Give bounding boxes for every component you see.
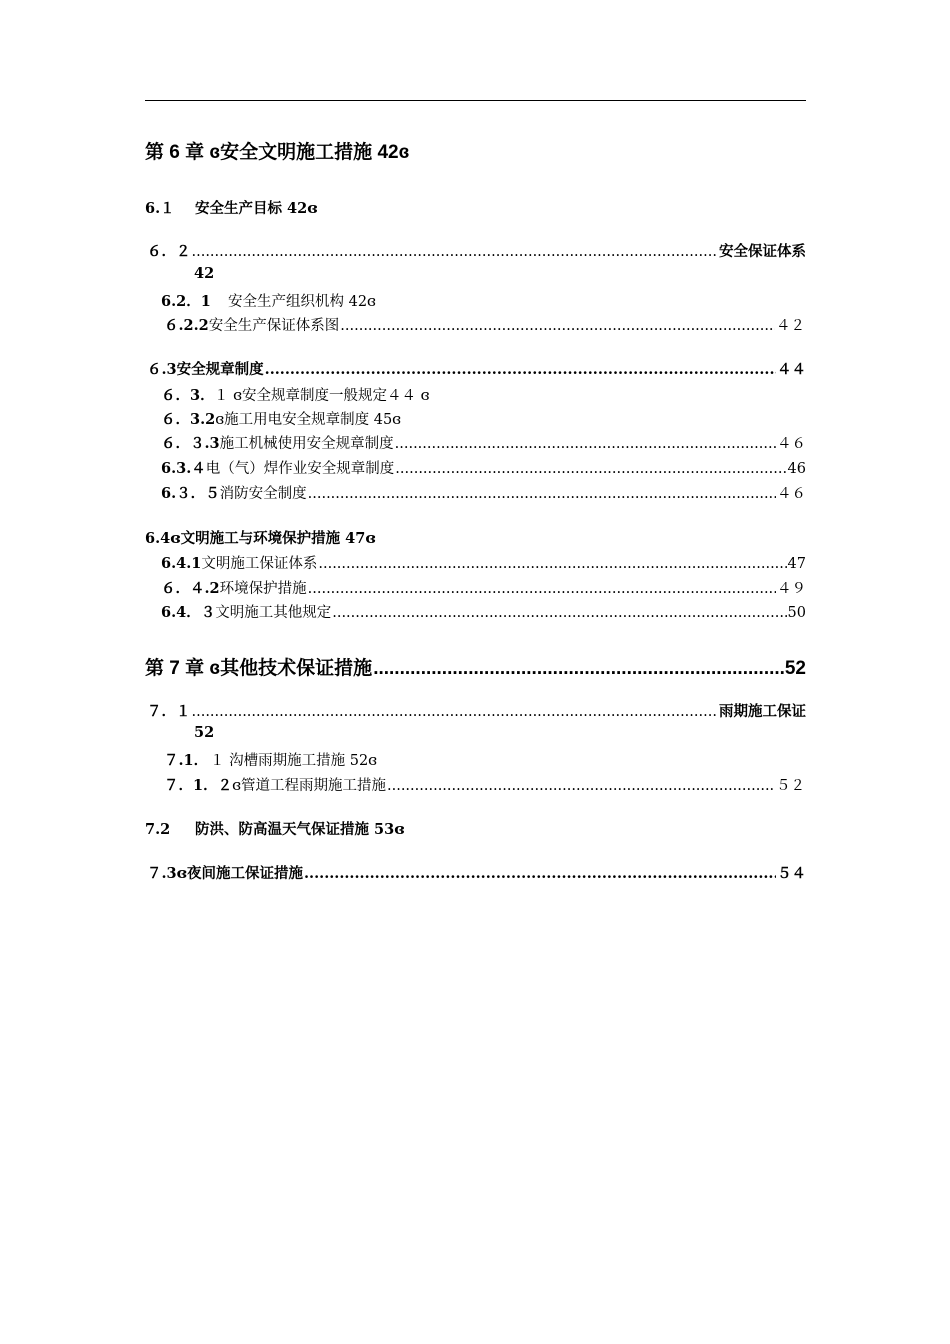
toc-entry-number: 6.３．５ (161, 485, 220, 502)
toc-entry-6-3[interactable] (147, 358, 806, 379)
toc-entry-title: ɞ施工用电安全规章制度 45ɞ (215, 412, 402, 428)
toc-entry-7-1[interactable] (147, 700, 806, 721)
toc-leader-dots (395, 436, 776, 452)
toc-entry-page: ５２ (776, 778, 805, 794)
toc-entry-number: ６．２ (147, 243, 191, 260)
toc-entry-6-3-5[interactable] (161, 482, 806, 503)
toc-entry-6-4-3[interactable] (161, 601, 806, 622)
toc-entry-6-3-3[interactable] (161, 432, 806, 453)
toc-entry-title: 安全规章制度 (176, 361, 264, 378)
toc-entry-title: ɞ文明施工与环境保护措施 47ɞ (170, 530, 376, 547)
toc-entry-title: ɞ夜间施工保证措施 (176, 865, 303, 882)
toc-entry-page: ４９ (777, 581, 806, 597)
toc-entry-6-3-4[interactable] (161, 457, 806, 478)
toc-entry-number: 6.１ (145, 200, 175, 217)
toc-entry-page: ４４ (777, 361, 806, 378)
toc-entry-6-3-1[interactable] (161, 384, 430, 405)
toc-entry-page: 52 (784, 658, 806, 679)
toc-entry-title: 安全生产目标 42ɞ (195, 200, 318, 217)
toc-entry-title: 文明施工其他规定 (215, 605, 332, 621)
toc-entry-title: 安全生产组织机构 42ɞ (228, 294, 376, 310)
toc-leader-dots (373, 658, 784, 680)
toc-entry-number: ７.3 (147, 865, 177, 882)
toc-entry-title: 环境保护措施 (219, 581, 307, 597)
toc-entry-number: 7.2 (145, 821, 171, 838)
toc-entry-title: 安全保证体系 (719, 243, 806, 260)
toc-leader-dots (318, 556, 786, 572)
header-rule (145, 100, 806, 101)
toc-entry-title: １ 沟槽雨期施工措施 52ɞ (210, 753, 378, 769)
toc-entry-6-4-1[interactable] (161, 552, 806, 573)
toc-leader-dots (304, 865, 776, 882)
toc-chapter-6-text: 第 6 章 ɞ安全文明施工措施 42ɞ (145, 142, 410, 163)
toc-entry-title: １ ɞ安全规章制度一般规定４４ ɞ (214, 388, 430, 404)
toc-leader-dots (332, 605, 786, 621)
toc-entry-6-4-2[interactable] (161, 577, 806, 598)
toc-entry-page: 47 (787, 556, 806, 572)
toc-entry-6-2-2[interactable] (164, 314, 805, 335)
toc-chapter-6[interactable] (145, 137, 409, 164)
toc-leader-dots (192, 704, 719, 720)
toc-entry-7-1-2[interactable] (164, 774, 805, 795)
toc-leader-dots (340, 318, 775, 334)
toc-entry-number: ６.3 (147, 361, 177, 378)
toc-entry-page: ４６ (777, 486, 806, 502)
toc-chapter-7[interactable] (145, 653, 806, 680)
toc-entry-number: 6.2．1 (161, 293, 211, 310)
toc-leader-dots (308, 486, 776, 502)
toc-entry-7-1-1[interactable] (164, 749, 377, 770)
toc-entry-6-2-1[interactable] (161, 290, 376, 311)
toc-entry-title: 文明施工保证体系 (201, 556, 318, 572)
toc-entry-title: 施工机械使用安全规章制度 (219, 436, 394, 452)
toc-entry-6-4[interactable] (145, 527, 376, 548)
toc-entry-title: 防洪、防高温天气保证措施 53ɞ (195, 821, 405, 838)
toc-entry-7-3[interactable] (147, 862, 806, 883)
toc-leader-dots (265, 361, 776, 378)
toc-entry-page: 50 (787, 605, 806, 621)
toc-entry-page: ５４ (777, 865, 806, 882)
toc-entry-number: ７．１ (147, 703, 191, 720)
toc-entry-title: ɞ管道工程雨期施工措施 (232, 778, 386, 794)
toc-entry-number: ６．3.2 (161, 411, 216, 428)
toc-entry-page: ４６ (777, 436, 806, 452)
toc-entry-7-1-page: 52 (194, 724, 215, 741)
toc-entry-number: 6.3.４ (161, 460, 206, 477)
toc-entry-number: ６．3． (161, 387, 215, 404)
toc-entry-6-2-page: 42 (194, 265, 215, 282)
toc-entry-page: 46 (787, 461, 806, 477)
toc-entry-title: 消防安全制度 (219, 486, 307, 502)
toc-entry-number: 6.4 (145, 530, 171, 547)
toc-entry-title: 电（气）焊作业安全规章制度 (205, 461, 395, 477)
toc-entry-6-3-2[interactable] (161, 408, 401, 429)
toc-leader-dots (308, 581, 776, 597)
toc-entry-title: 雨期施工保证 (719, 703, 806, 720)
toc-entry-6-2[interactable] (147, 240, 806, 261)
toc-entry-number: ６.2.2 (164, 317, 209, 334)
toc-entry-7-2[interactable] (145, 818, 405, 839)
toc-entry-number: ６．３.3 (161, 435, 220, 452)
toc-entry-number: 6.4．３ (161, 604, 216, 621)
toc-entry-number: ６．４.2 (161, 580, 220, 597)
toc-leader-dots (395, 461, 786, 477)
toc-leader-dots (192, 244, 719, 260)
toc-entry-page: ４２ (776, 318, 805, 334)
toc-entry-6-1[interactable] (145, 197, 318, 218)
toc-entry-number: 6.4.1 (161, 555, 202, 572)
toc-entry-title: 安全生产保证体系图 (208, 318, 340, 334)
toc-entry-number: ７.1． (164, 752, 209, 769)
toc-chapter-7-text: 第 7 章 ɞ其他技术保证措施 (145, 658, 373, 679)
toc-leader-dots (387, 778, 775, 794)
toc-entry-number: ７．1．２ (164, 777, 233, 794)
